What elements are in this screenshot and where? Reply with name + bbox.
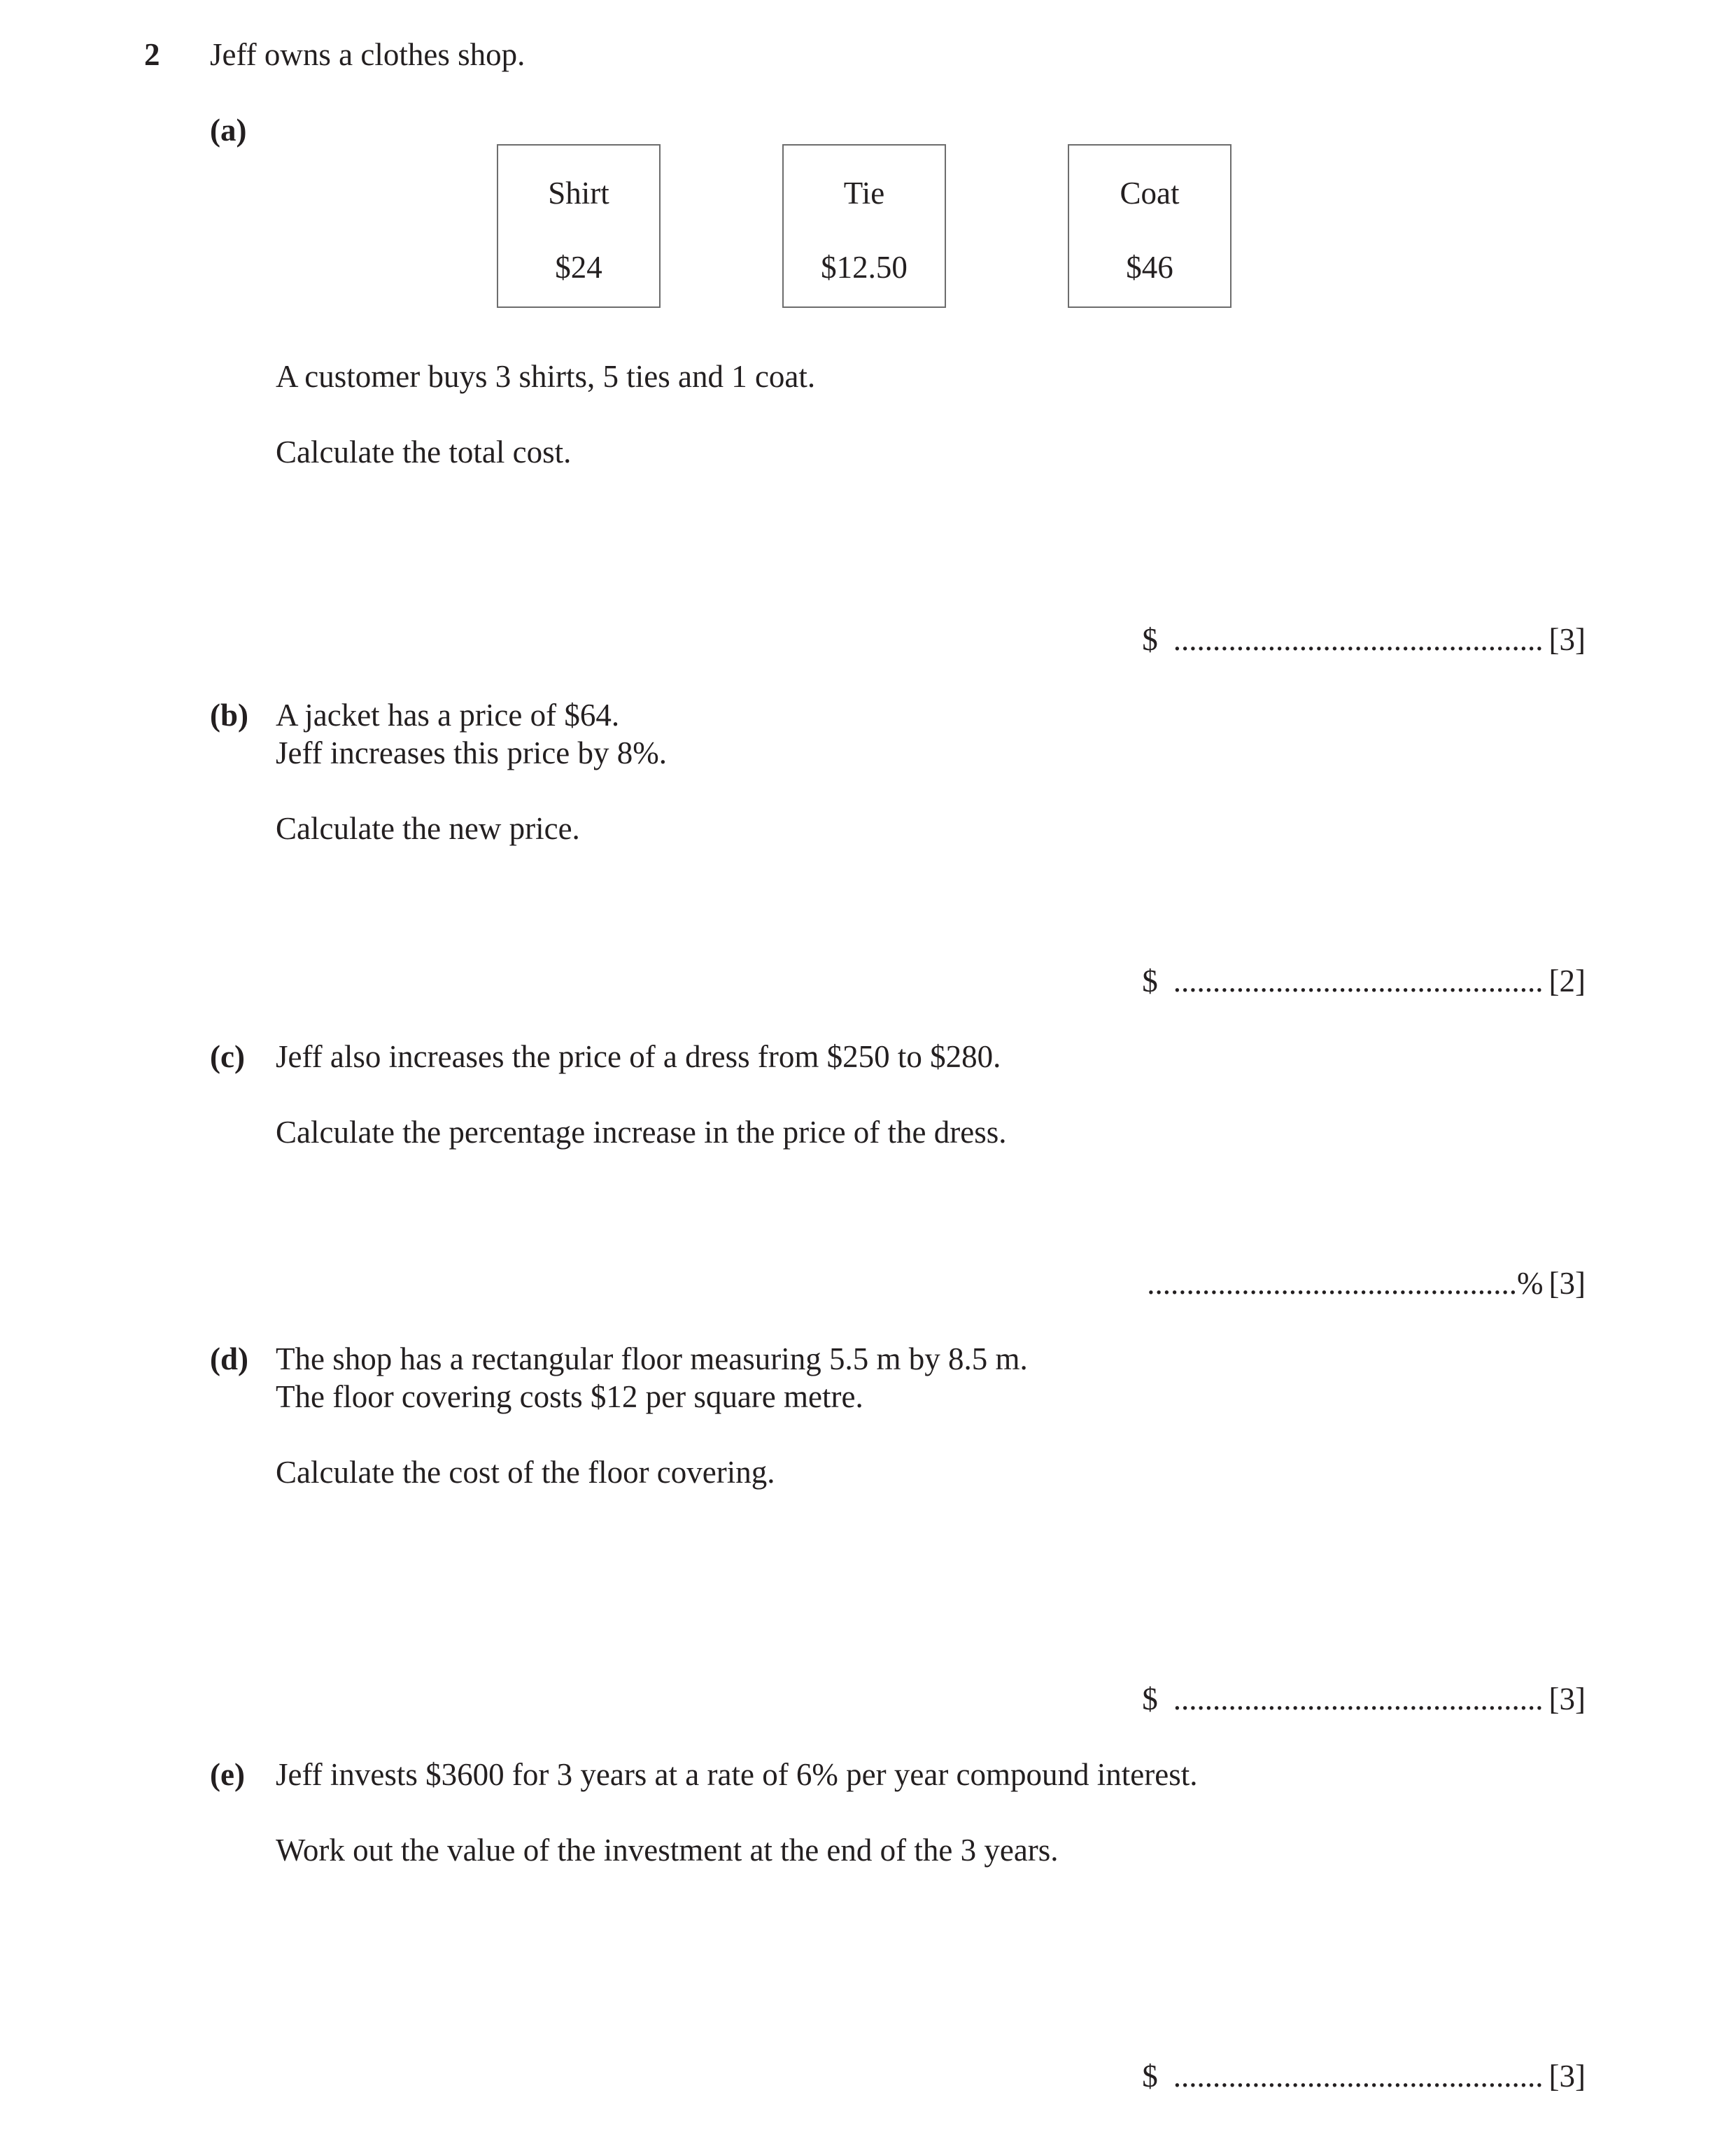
part-b-answer-line[interactable] [1142, 966, 1586, 997]
part-b-instruction: Calculate the new price. [276, 811, 580, 846]
answer-dots[interactable]: ............................................... [1173, 2059, 1544, 2094]
answer-prefix: $ [1142, 964, 1158, 999]
answer-dots[interactable]: ............................................... [1173, 1681, 1544, 1716]
part-d-answer-line[interactable] [1142, 1681, 1586, 1716]
part-b-text-2: Jeff increases this price by 8%. [276, 735, 667, 770]
part-d-label: (d) [210, 1341, 248, 1376]
question-number: 2 [144, 37, 160, 72]
part-e-text: Jeff invests $3600 for 3 years at a rate of 6% per year compound interest. [276, 1757, 1198, 1792]
answer-prefix: $ [1142, 1681, 1158, 1716]
item-price: $12.50 [821, 250, 908, 285]
part-d-text-1: The shop has a rectangular floor measuring 5.5 m by 8.5 m. [276, 1341, 1028, 1376]
item-name: Coat [1120, 176, 1180, 211]
part-a-instruction: Calculate the total cost. [276, 435, 572, 470]
answer-suffix: % [1517, 1266, 1544, 1301]
item-box-coat [1068, 144, 1232, 308]
item-box-tie [782, 144, 946, 308]
part-d-text-2: The floor covering costs $12 per square metre. [276, 1379, 863, 1414]
part-d-instruction: Calculate the cost of the floor covering. [276, 1455, 775, 1490]
answer-prefix: $ [1142, 622, 1158, 657]
answer-dots[interactable]: ............................................... [1173, 964, 1544, 999]
part-c-answer-line[interactable] [1147, 1268, 1586, 1299]
marks: [3] [1548, 622, 1586, 657]
part-e-answer-line[interactable] [1142, 2061, 1586, 2092]
item-name: Tie [843, 176, 885, 211]
part-a-label: (a) [210, 113, 247, 148]
item-name: Shirt [548, 176, 609, 211]
part-e-label: (e) [210, 1757, 245, 1792]
part-b-label: (b) [210, 698, 248, 733]
item-price: $46 [1126, 250, 1173, 285]
part-c-instruction: Calculate the percentage increase in the price of the dress. [276, 1115, 1007, 1150]
marks: [2] [1548, 964, 1586, 999]
part-c-text: Jeff also increases the price of a dress from $250 to $280. [276, 1039, 1001, 1074]
marks: [3] [1548, 1681, 1586, 1716]
part-c-label: (c) [210, 1039, 245, 1074]
part-a-text: A customer buys 3 shirts, 5 ties and 1 coat. [276, 359, 816, 394]
part-e-instruction: Work out the value of the investment at the end of the 3 years. [276, 1833, 1059, 1868]
part-b-text-1: A jacket has a price of $64. [276, 698, 620, 733]
marks: [3] [1548, 2059, 1586, 2094]
question-intro: Jeff owns a clothes shop. [210, 37, 525, 72]
item-box-shirt [497, 144, 661, 308]
part-a-answer-line[interactable] [1142, 624, 1586, 656]
item-price: $24 [555, 250, 602, 285]
answer-dots[interactable]: ............................................... [1147, 1266, 1518, 1301]
answer-prefix: $ [1142, 2059, 1158, 2094]
marks: [3] [1548, 1266, 1586, 1301]
answer-dots[interactable]: ............................................... [1173, 622, 1544, 657]
